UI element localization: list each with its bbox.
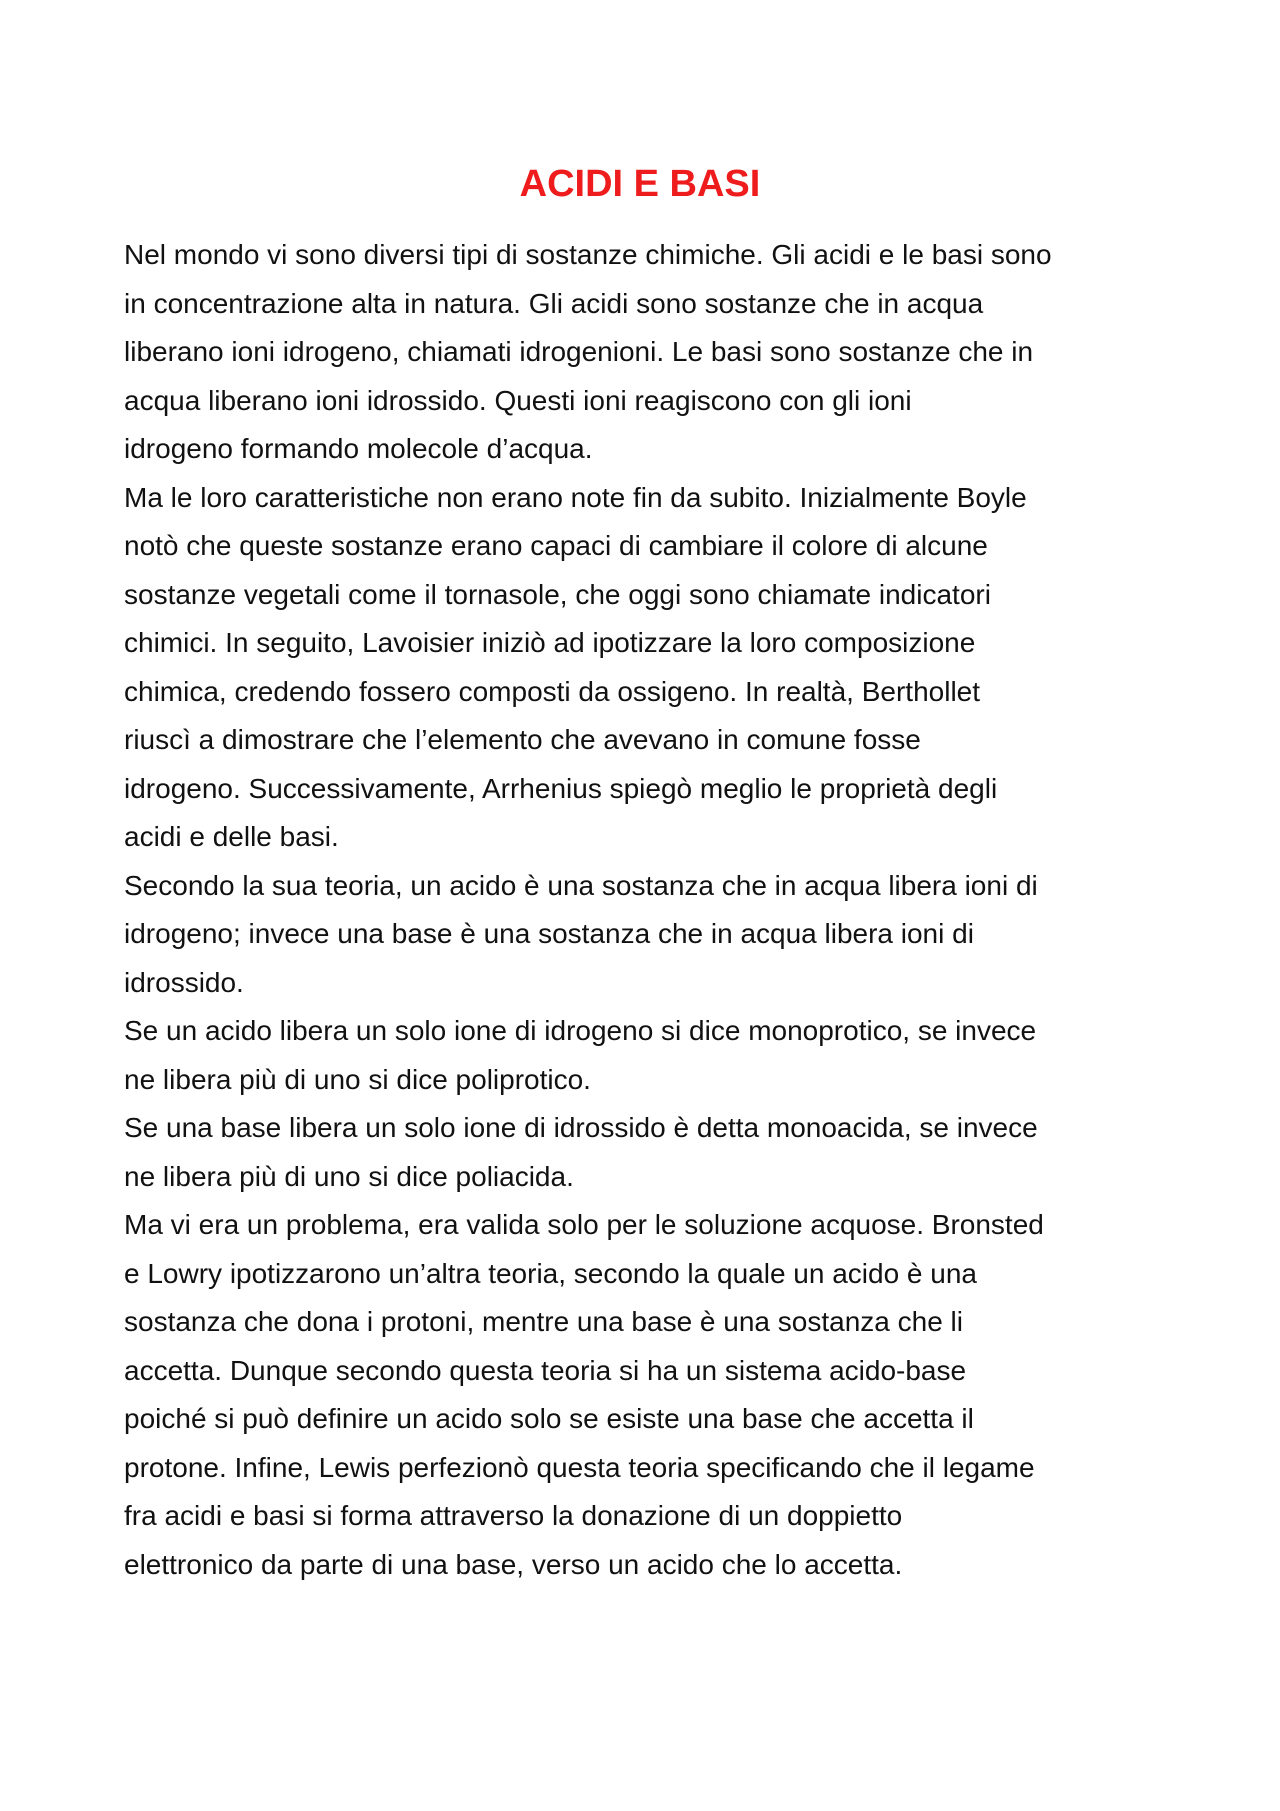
text-line: ne libera più di uno si dice poliprotico.	[124, 1063, 591, 1095]
text-line: Secondo la sua teoria, un acido è una sostanza che in acqua libera ioni di	[124, 869, 1038, 901]
text-line: e Lowry ipotizzarono un’altra teoria, secondo la quale un acido è una	[124, 1257, 978, 1289]
text-line: elettronico da parte di una base, verso un acido che lo accetta.	[124, 1548, 903, 1580]
text-line: sostanze vegetali come il tornasole, che oggi sono chiamate indicatori	[124, 578, 991, 610]
text-line: chimica, credendo fossero composti da ossigeno. In realtà, Berthollet	[124, 675, 981, 707]
text-line: Ma le loro caratteristiche non erano note fin da subito. Inizialmente Boyle	[124, 481, 1027, 513]
text-line: Se un acido libera un solo ione di idrogeno si dice monoprotico, se invece	[124, 1015, 1037, 1046]
document-body	[124, 231, 1184, 1589]
text-line: accetta. Dunque secondo questa teoria si ha un sistema acido-base	[124, 1354, 967, 1386]
document-title: ACIDI E BASI	[519, 163, 761, 205]
text-line: notò che queste sostanze erano capaci di cambiare il colore di alcune	[124, 530, 988, 561]
text-line: acidi e delle basi.	[124, 821, 339, 852]
text-line: Nel mondo vi sono diversi tipi di sostanze chimiche. Gli acidi e le basi sono	[124, 239, 1052, 270]
text-line: chimici. In seguito, Lavoisier iniziò ad ipotizzare la loro composizione	[124, 627, 976, 658]
text-line: sostanza che dona i protoni, mentre una base è una sostanza che li	[124, 1306, 963, 1337]
text-line: protone. Infine, Lewis perfezionò questa teoria specificando che il legame	[124, 1451, 1035, 1483]
text-line: idrogeno. Successivamente, Arrhenius spiegò meglio le proprietà degli	[124, 772, 998, 804]
text-line: poiché si può definire un acido solo se esiste una base che accetta il	[124, 1403, 974, 1434]
text-line: idrossido.	[124, 966, 244, 998]
text-line: idrogeno formando molecole d’acqua.	[124, 433, 593, 464]
text-line: Se una base libera un solo ione di idrossido è detta monoacida, se invece	[124, 1112, 1038, 1143]
text-line: idrogeno; invece una base è una sostanza che in acqua libera ioni di	[124, 918, 974, 949]
text-line: liberano ioni idrogeno, chiamati idrogenioni. Le basi sono sostanze che in	[124, 336, 1034, 367]
text-line: acqua liberano ioni idrossido. Questi ioni reagiscono con gli ioni	[124, 384, 912, 416]
text-line: Ma vi era un problema, era valida solo per le soluzione acquose. Bronsted	[124, 1209, 1044, 1240]
text-line: ne libera più di uno si dice poliacida.	[124, 1160, 574, 1192]
text-line: fra acidi e basi si forma attraverso la donazione di un doppietto	[124, 1500, 903, 1531]
text-line: in concentrazione alta in natura. Gli acidi sono sostanze che in acqua	[124, 287, 984, 319]
text-line: riuscì a dimostrare che l’elemento che avevano in comune fosse	[124, 724, 921, 755]
